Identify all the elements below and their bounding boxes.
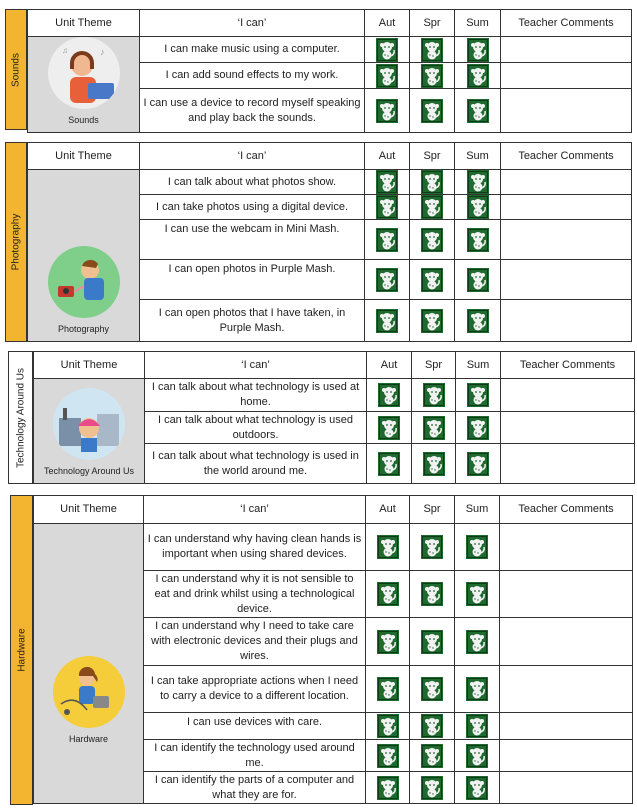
ican-cell: I can talk about what technology is used in the world around me. (145, 444, 367, 484)
aut-cell (365, 37, 410, 63)
monkey-badge-icon (467, 228, 489, 252)
sum-cell (455, 713, 500, 740)
spr-cell (410, 89, 455, 133)
sum-cell (455, 740, 500, 772)
spr-cell (410, 618, 455, 666)
monkey-badge-icon (466, 776, 488, 800)
spr-cell (410, 220, 455, 260)
comment-cell[interactable] (501, 260, 632, 300)
comment-cell[interactable] (501, 89, 632, 133)
svg-text:♫: ♫ (61, 46, 68, 55)
side-tab-technology: Technology Around Us (8, 351, 33, 484)
monkey-badge-icon (377, 744, 399, 768)
hardware-illustration (53, 656, 125, 728)
ican-cell: I can take appropriate actions when I need to carry a device to a different location. (144, 666, 366, 713)
ican-cell: I can talk about what technology is used outdoors. (145, 412, 367, 444)
monkey-badge-icon (423, 416, 445, 440)
comment-cell[interactable] (501, 379, 635, 412)
aut-cell (366, 524, 410, 571)
ican-cell: I can use the webcam in Mini Mash. (140, 220, 365, 260)
ican-cell: I can identify the technology used around me. (144, 740, 366, 772)
monkey-badge-icon (376, 38, 398, 62)
monkey-badge-icon (376, 309, 398, 333)
table-technology (33, 351, 635, 484)
sum-cell (455, 89, 501, 133)
monkey-badge-icon (421, 38, 443, 62)
side-tab-sounds: Sounds (5, 9, 27, 130)
spr-cell (410, 666, 455, 713)
aut-cell (365, 63, 410, 89)
svg-text:♪: ♪ (99, 47, 104, 57)
monkey-badge-icon (378, 383, 400, 407)
comment-cell[interactable] (501, 37, 632, 63)
comment-cell[interactable] (501, 444, 635, 484)
header-sum: Sum (455, 496, 500, 524)
spr-cell (410, 524, 455, 571)
header-unit-theme: Unit Theme (28, 10, 140, 37)
theme-name: Hardware (68, 734, 108, 744)
monkey-badge-icon (467, 268, 489, 292)
monkey-badge-icon (466, 714, 488, 738)
header-unit-theme: Unit Theme (34, 496, 144, 524)
theme-name: Sounds (68, 115, 99, 125)
section-sounds (5, 9, 631, 130)
sum-cell (456, 412, 501, 444)
monkey-badge-icon (467, 170, 489, 194)
side-tab-photography: Photography (5, 142, 27, 342)
monkey-badge-icon (377, 677, 399, 701)
aut-cell (365, 300, 410, 342)
monkey-badge-icon (421, 744, 443, 768)
monkey-badge-icon (421, 170, 443, 194)
aut-cell (365, 260, 410, 300)
header-spr: Spr (410, 496, 455, 524)
header-spr: Spr (410, 10, 455, 37)
sum-cell (455, 524, 500, 571)
monkey-badge-icon (466, 677, 488, 701)
monkey-badge-icon (378, 416, 400, 440)
sum-cell (455, 63, 501, 89)
aut-cell (365, 170, 410, 195)
sum-cell (455, 195, 501, 220)
header-ican: ‘I can’ (140, 143, 365, 170)
theme-name: Technology Around Us (43, 466, 135, 476)
monkey-badge-icon (467, 195, 489, 219)
sum-cell (455, 170, 501, 195)
spr-cell (410, 571, 455, 618)
monkey-badge-icon (467, 38, 489, 62)
comment-cell[interactable] (500, 713, 633, 740)
sum-cell (455, 666, 500, 713)
ican-cell: I can use devices with care. (144, 713, 366, 740)
header-spr: Spr (410, 143, 455, 170)
spr-cell (412, 444, 456, 484)
monkey-badge-icon (376, 170, 398, 194)
theme-name: Photography (57, 324, 110, 334)
ican-cell: I can open photos in Purple Mash. (140, 260, 365, 300)
aut-cell (365, 195, 410, 220)
theme-cell (28, 170, 140, 342)
monkey-badge-icon (376, 99, 398, 123)
spr-cell (410, 300, 455, 342)
aut-cell (366, 740, 410, 772)
aut-cell (367, 444, 412, 484)
sum-cell (455, 618, 500, 666)
section-technology-around-us (8, 351, 634, 484)
sum-cell (455, 300, 501, 342)
header-ican: ‘I can’ (140, 10, 365, 37)
ican-cell: I can add sound effects to my work. (140, 63, 365, 89)
header-spr: Spr (412, 352, 456, 379)
spr-cell (410, 260, 455, 300)
sum-cell (455, 772, 500, 804)
aut-cell (366, 571, 410, 618)
monkey-badge-icon (421, 535, 443, 559)
spr-cell (410, 170, 455, 195)
monkey-badge-icon (376, 195, 398, 219)
header-aut: Aut (365, 143, 410, 170)
technology-illustration (53, 388, 125, 460)
header-sum: Sum (455, 143, 501, 170)
comment-cell[interactable] (500, 524, 633, 571)
table-photography (27, 142, 632, 342)
sum-cell (455, 571, 500, 618)
sounds-illustration (48, 37, 120, 109)
ican-cell: I can open photos that I have taken, in Purple Mash. (140, 300, 365, 342)
aut-cell (365, 220, 410, 260)
ican-cell: I can identify the parts of a computer and what they are for. (144, 772, 366, 804)
ican-cell: I can talk about what technology is used at home. (145, 379, 367, 412)
header-comments: Teacher Comments (501, 352, 635, 379)
ican-cell: I can understand why having clean hands is important when using shared devices. (144, 524, 366, 571)
monkey-badge-icon (423, 452, 445, 476)
aut-cell (367, 379, 412, 412)
header-aut: Aut (367, 352, 412, 379)
comment-cell[interactable] (500, 618, 633, 666)
table-hardware (33, 495, 633, 804)
spr-cell (410, 713, 455, 740)
monkey-badge-icon (421, 309, 443, 333)
header-ican: ‘I can’ (145, 352, 367, 379)
comment-cell[interactable] (500, 571, 633, 618)
sum-cell (456, 379, 501, 412)
header-unit-theme: Unit Theme (34, 352, 145, 379)
monkey-badge-icon (421, 228, 443, 252)
monkey-badge-icon (377, 535, 399, 559)
aut-cell (367, 412, 412, 444)
sum-cell (456, 444, 501, 484)
aut-cell (366, 772, 410, 804)
section-photography (5, 142, 631, 342)
comment-cell[interactable] (501, 63, 632, 89)
aut-cell (366, 618, 410, 666)
theme-cell (34, 379, 145, 484)
monkey-badge-icon (376, 64, 398, 88)
monkey-badge-icon (466, 630, 488, 654)
monkey-badge-icon (467, 64, 489, 88)
sum-cell (455, 220, 501, 260)
monkey-badge-icon (467, 383, 489, 407)
sum-cell (455, 37, 501, 63)
monkey-badge-icon (421, 776, 443, 800)
theme-cell (28, 37, 140, 133)
comment-cell[interactable] (500, 666, 633, 713)
monkey-badge-icon (421, 195, 443, 219)
spr-cell (410, 63, 455, 89)
comment-cell[interactable] (501, 195, 632, 220)
ican-cell: I can understand why it is not sensible to eat and drink whilst using a technological device. (144, 571, 366, 618)
monkey-badge-icon (467, 99, 489, 123)
header-sum: Sum (456, 352, 501, 379)
comment-cell[interactable] (501, 412, 635, 444)
ican-cell: I can understand why I need to take care with electronic devices and their plugs and wires. (144, 618, 366, 666)
monkey-badge-icon (466, 744, 488, 768)
ican-cell: I can make music using a computer. (140, 37, 365, 63)
photography-illustration (48, 246, 120, 318)
comment-cell[interactable] (500, 740, 633, 772)
monkey-badge-icon (421, 99, 443, 123)
section-hardware (10, 495, 632, 805)
sum-cell (455, 260, 501, 300)
spr-cell (410, 772, 455, 804)
monkey-badge-icon (421, 582, 443, 606)
ican-cell: I can take photos using a digital device. (140, 195, 365, 220)
aut-cell (366, 713, 410, 740)
comment-cell[interactable] (501, 220, 632, 260)
monkey-badge-icon (421, 630, 443, 654)
spr-cell (410, 37, 455, 63)
monkey-badge-icon (378, 452, 400, 476)
spr-cell (412, 379, 456, 412)
monkey-badge-icon (467, 452, 489, 476)
header-comments: Teacher Comments (501, 143, 632, 170)
side-tab-hardware: Hardware (10, 495, 33, 805)
monkey-badge-icon (466, 582, 488, 606)
aut-cell (366, 666, 410, 713)
theme-cell (34, 524, 144, 804)
monkey-badge-icon (377, 776, 399, 800)
header-unit-theme: Unit Theme (28, 143, 140, 170)
ican-cell: I can use a device to record myself speaking and play back the sounds. (140, 89, 365, 133)
header-comments: Teacher Comments (501, 10, 632, 37)
monkey-badge-icon (423, 383, 445, 407)
monkey-badge-icon (421, 64, 443, 88)
comment-cell[interactable] (500, 772, 633, 804)
header-ican: ‘I can’ (144, 496, 366, 524)
monkey-badge-icon (376, 228, 398, 252)
monkey-badge-icon (421, 677, 443, 701)
monkey-badge-icon (376, 268, 398, 292)
monkey-badge-icon (467, 309, 489, 333)
table-sounds (27, 9, 632, 133)
header-aut: Aut (365, 10, 410, 37)
spr-cell (410, 195, 455, 220)
monkey-badge-icon (466, 535, 488, 559)
monkey-badge-icon (377, 582, 399, 606)
monkey-badge-icon (377, 630, 399, 654)
header-aut: Aut (366, 496, 410, 524)
aut-cell (365, 89, 410, 133)
header-sum: Sum (455, 10, 501, 37)
monkey-badge-icon (421, 714, 443, 738)
monkey-badge-icon (467, 416, 489, 440)
spr-cell (410, 740, 455, 772)
comment-cell[interactable] (501, 170, 632, 195)
monkey-badge-icon (421, 268, 443, 292)
spr-cell (412, 412, 456, 444)
ican-cell: I can talk about what photos show. (140, 170, 365, 195)
monkey-badge-icon (377, 714, 399, 738)
comment-cell[interactable] (501, 300, 632, 342)
header-comments: Teacher Comments (500, 496, 633, 524)
